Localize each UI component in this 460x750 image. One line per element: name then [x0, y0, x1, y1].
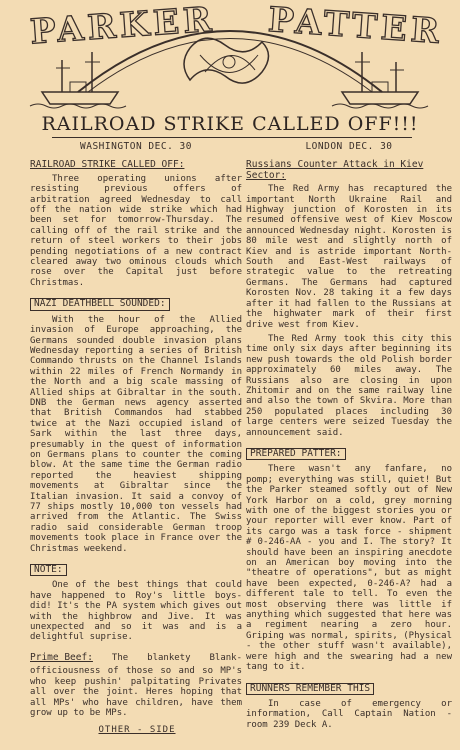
rail-strike-text: Three operating unions after resisting previous offers of arbitration agreed Wednesday to call off the nation wide strike which had been set for tomorrow-Thursday. The calling off of the rail strike and the return of steel workers to their jobs pending negotiations of a new contract cleared away two ominous clouds which rose over the Capital just before Christmas.: [30, 173, 242, 288]
russian-counterattack-text: The Red Army has recaptured the important North Ukraine Rail and Highway junction of Korosten in its resumed offensive west of Kiev Moscow announced Wednesday night. Korosten is 80 mile west and slightly north of Kiev and is astride important North-South and East-West railways of strategic value to the retreating Germans. The Germans had captured Korosten Nov. 28 taking it a few days after it had fallen to the Russians at the highwater mark of their first drive west from Kiev.: [246, 184, 452, 330]
main-headline: RAILROAD STRIKE CALLED OFF!!!: [41, 113, 419, 135]
nazi-deathbell-heading: NAZI DEATHBELL SOUNDED:: [30, 298, 170, 310]
prime-beef-heading: Prime Beef:: [30, 651, 93, 663]
right-dateline: LONDON DEC. 30: [305, 141, 393, 152]
prepared-patter-heading: PREPARED PATTER:: [246, 448, 346, 460]
nazi-deathbell-text: With the hour of the Allied invasion of Europe approaching, the Germans sounded double invasion plans Wednesday reporting a series of British Commando thrusts on the Channel Islands within 22 miles of French Normandy in the North and a big scale massing of Allied ships at Gibraltar in the south. DNB the German news agency asserted that British Commandos had stabbed twice at the Nazi occupied island of Sark within the last three days, presumably in the quest of information on Germans plans to counter the coming blow. At the same time the German radio reported the heaviest shipping movements at Gibraltar since the Italian invasion. It said a convoy of 77 ships mostly 10,000 ton vessels had arrived from the Atlantic. The Swiss radio said considerable German troop movements took place in France over the Christmas weekend.: [30, 314, 242, 554]
left-column: [30, 142, 242, 722]
runners-heading: RUNNERS REMEMBER THIS: [246, 683, 374, 695]
rail-strike-heading: RAILROAD STRIKE CALLED OFF:: [30, 159, 185, 171]
right-ship-icon: [332, 52, 428, 108]
prepared-patter-text: There wasn't any fanfare, no pomp; everything was still, quiet! But the Parker steamed softly out of New York Harbor on a cold, grey morning with one of the biggest stories you or your reporter will ever know. Part of its cargo was a task force - shipment # 0-246-AA - you and I. The story? It should have been an inspiring anecdote on an American boy moving into the "theatre of operations", but as might have been expected, 0-246-A? had a different tale to tell. To even the most observing there was little if anything which suggested that here was a regiment nearing a zero hour. Griping was normal, spirits, (Physical - the other stuff wasn't available), were high and the swearing had a new tang to it.: [246, 464, 452, 673]
prime-beef-text: The blankety Blank-officiousness of those so and so MP's who keep pushin' palpitating Privates all over the joint. Heres hoping that all MPs' who have children, have them grow up to be MPs.: [30, 652, 243, 718]
left-ship-icon: [30, 52, 126, 108]
right-column: [246, 142, 452, 734]
headline-underline: [52, 137, 412, 138]
center-emblem-icon: [184, 38, 269, 83]
runners-text: In case of emergency or information, Call Captain Nation - room 239 Deck A.: [246, 698, 452, 730]
russian-counterattack-heading: Russians Counter Attack in Kiev Sector:: [246, 159, 424, 181]
prime-beef-item: [30, 651, 242, 718]
masthead-title-left: PARKER: [28, 0, 217, 53]
masthead: [0, 0, 460, 112]
russian-counterattack-text-2: The Red Army took this city this time only six days after beginning its new push towards the old Polish border approximately 60 miles away. The Russians also are closing in upon Zhitomir and on the same railway line and also the town of Skvira. More than 250 populated places including 30 large centers were seized Tuesday the announcement said.: [246, 333, 452, 438]
other-side-footer: OTHER - SIDE: [98, 725, 176, 735]
note-heading: NOTE:: [30, 564, 67, 576]
left-dateline: WASHINGTON DEC. 30: [80, 141, 192, 152]
masthead-title-right: PATTER: [266, 0, 445, 53]
note-text: One of the best things that could have happened to Roy's little boys- did! It's the PA system which gives out with the highbrow and Jive. It was unexpected and so it was and is a delightful suprise.: [30, 580, 242, 643]
